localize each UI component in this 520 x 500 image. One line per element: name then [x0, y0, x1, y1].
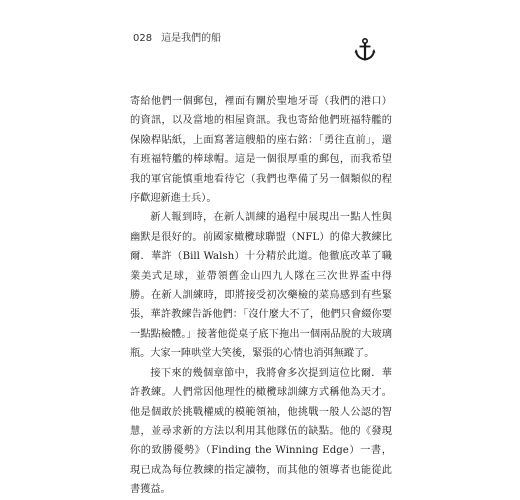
body-text	[130, 92, 392, 500]
paragraph: 寄給他們一個郵包，裡面有關於聖地牙哥（我們的港口）的資訊，以及當地的相屋資訊。我也寄給他們班福特艦的保險桿貼紙，上面寫著這艘船的座右銘：「勇往直前」，還有班福特艦的棒球帽。這是一個很厚重的郵包，而我希望我的軍官能慎重地看待它（我們也準備了另一個類似的程序歡迎新進士兵）。	[130, 96, 392, 205]
running-title: 這是我們的船	[161, 33, 222, 44]
page-number: 028	[133, 33, 153, 44]
anchor-icon	[354, 38, 376, 62]
paragraph: 新人報到時，在新人訓練的過程中展現出一點人性與幽默是很好的。前國家橄欖球聯盟（NFL）的偉大教練比爾．華許（Bill Walsh）十分精於此道。他徹底改革了職業美式足球，並帶領舊金山四九人隊在三次世界盃中得勝。在新人訓練時，即將接受初次藥檢的菜鳥感到有些緊張，華許教練告訴他們：「沒什麼大不了，他們只會綴你要一點點檢體。」接著他從桌子底下拖出一個兩品脫的大玻璃瓶。大家一陣哄堂大笑後，緊張的心情也消弭無蹤了。	[130, 212, 392, 360]
paragraph: 接下來的幾個章節中，我將會多次提到這位比爾．華許教練。人們常因他理性的橄欖球訓練方式稱他為天才。他是個敢於挑戰權威的模範領袖，他挑戰一般人公認的智慧，並尋求新的方法以利用其他隊伍的缺點。他的《發現你的致勝優勢》（Finding the Winning Edge）一書，現已成為每位教練的指定讀物，而其他的領導者也能從此書獲益。	[130, 367, 392, 496]
